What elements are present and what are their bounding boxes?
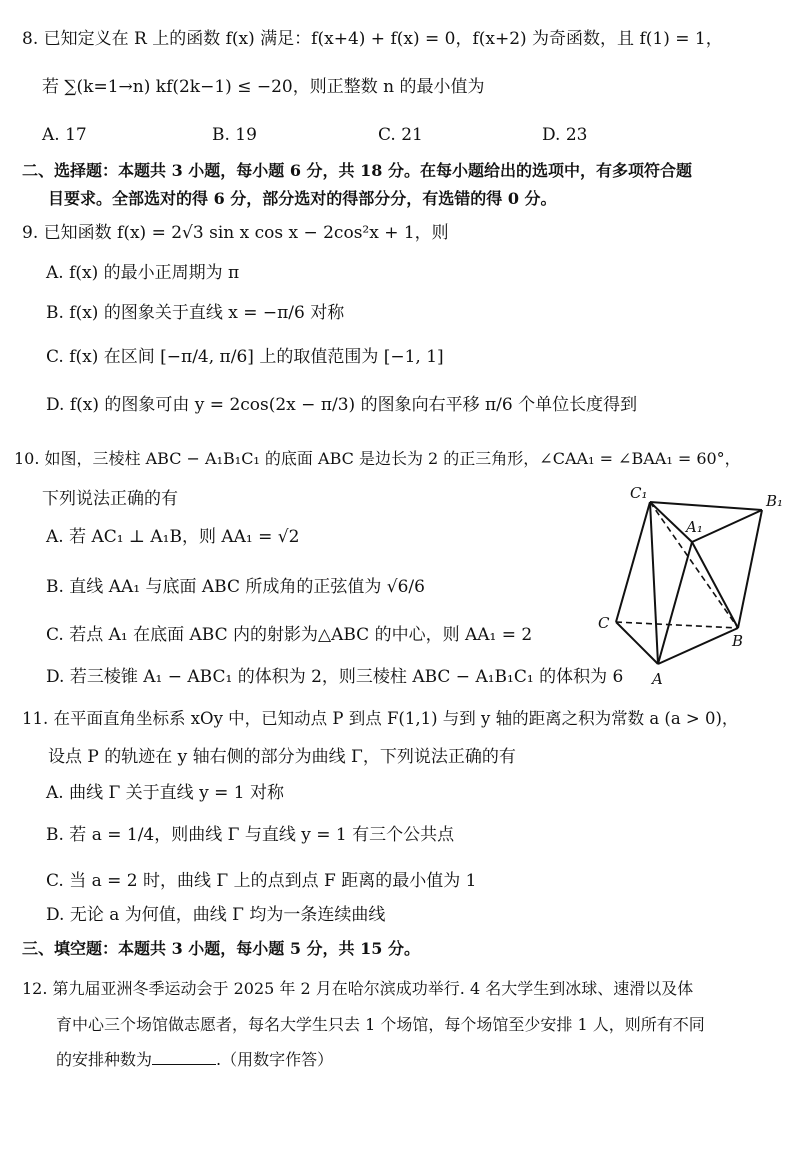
- q11-option-c: C. 当 a = 2 时，曲线 Γ 上的点到点 F 距离的最小值为 1: [46, 871, 477, 891]
- q11-option-d: D. 无论 a 为何值，曲线 Γ 均为一条连续曲线: [46, 905, 386, 925]
- q9-option-c: C. f(x) 在区间 [−π/4, π/6] 上的取值范围为 [−1, 1]: [46, 347, 444, 367]
- q11-option-b: B. 若 a = 1/4，则曲线 Γ 与直线 y = 1 有三个公共点: [46, 825, 455, 845]
- label-c1: C₁: [630, 484, 648, 502]
- q11-option-a: A. 曲线 Γ 关于直线 y = 1 对称: [46, 783, 284, 803]
- q10-option-a: A. 若 AC₁ ⊥ A₁B，则 AA₁ = √2: [46, 527, 300, 547]
- label-a: A: [652, 670, 663, 688]
- q12-text-before-blank: 的安排种数为: [56, 1050, 153, 1069]
- q10-option-d: D. 若三棱锥 A₁ − ABC₁ 的体积为 2，则三棱柱 ABC − A₁B₁C₁ 的体积为 6: [46, 667, 624, 687]
- q12-stem-line3: [56, 1048, 333, 1071]
- label-a1: A₁: [686, 518, 703, 536]
- q11-stem-line1: 11. 在平面直角坐标系 xOy 中，已知动点 P 到点 F(1,1) 与到 y 轴的距离之积为常数 a (a > 0)，: [22, 709, 739, 728]
- edge-b-b1: [738, 510, 762, 628]
- q11-stem-line2: 设点 P 的轨迹在 y 轴右侧的部分为曲线 Γ，下列说法正确的有: [48, 747, 516, 767]
- q10-stem-line2: 下列说法正确的有: [42, 489, 178, 509]
- edge-c-c1: [616, 502, 650, 622]
- q8-option-a: A. 17: [42, 125, 87, 145]
- edge-a-a1: [658, 542, 692, 664]
- label-c: C: [598, 614, 610, 632]
- edge-a1-b: [692, 542, 738, 628]
- q10-stem-line1: 10. 如图，三棱柱 ABC − A₁B₁C₁ 的底面 ABC 是边长为 2 的正三角形，∠CAA₁ = ∠BAA₁ = 60°，: [14, 449, 741, 468]
- q9-option-a: A. f(x) 的最小正周期为 π: [46, 263, 240, 283]
- edge-c1-b1: [650, 502, 762, 510]
- q12-text-after-blank: .（用数字作答）: [216, 1050, 334, 1069]
- q12-stem-line2: 育中心三个场馆做志愿者，每名大学生只去 1 个场馆，每个场馆至少安排 1 人，则所有不同: [56, 1015, 705, 1034]
- q8-stem-line1: 8. 已知定义在 R 上的函数 f(x) 满足：f(x+4) + f(x) = 0，f(x+2) 为奇函数，且 f(1) = 1，: [22, 29, 723, 49]
- edge-c-a: [616, 622, 658, 664]
- edge-c-b-hidden: [616, 622, 738, 628]
- q10-option-b: B. 直线 AA₁ 与底面 ABC 所成角的正弦值为 √6/6: [46, 577, 425, 597]
- section2-heading-line1: 二、选择题：本题共 3 小题，每小题 6 分，共 18 分。在每小题给出的选项中，有多项符合题: [22, 161, 692, 180]
- section3-heading: 三、填空题：本题共 3 小题，每小题 5 分，共 15 分。: [22, 939, 420, 958]
- q10-option-c: C. 若点 A₁ 在底面 ABC 内的射影为△ABC 的中心，则 AA₁ = 2: [46, 625, 533, 645]
- q9-stem: 9. 已知函数 f(x) = 2√3 sin x cos x − 2cos²x + 1，则: [22, 223, 449, 243]
- edge-a-c1: [650, 502, 658, 664]
- prism-figure: [590, 478, 795, 690]
- label-b: B: [732, 632, 744, 650]
- q9-option-b: B. f(x) 的图象关于直线 x = −π/6 对称: [46, 303, 345, 323]
- q8-option-b: B. 19: [212, 125, 257, 145]
- label-b1: B₁: [766, 492, 784, 510]
- edge-a-b: [658, 628, 738, 664]
- q9-option-d: D. f(x) 的图象可由 y = 2cos(2x − π/3) 的图象向右平移 π/6 个单位长度得到: [46, 395, 638, 415]
- q8-option-d: D. 23: [542, 125, 588, 145]
- q12-stem-line1: 12. 第九届亚洲冬季运动会于 2025 年 2 月在哈尔滨成功举行. 4 名大学生到冰球、速滑以及体: [22, 979, 694, 998]
- q8-option-c: C. 21: [378, 125, 423, 145]
- q8-stem-line2: 若 ∑(k=1→n) kf(2k−1) ≤ −20，则正整数 n 的最小值为: [42, 77, 485, 97]
- section2-heading-line2: 目要求。全部选对的得 6 分，部分选对的得部分分，有选错的得 0 分。: [48, 189, 557, 208]
- q12-answer-blank: [152, 1048, 216, 1065]
